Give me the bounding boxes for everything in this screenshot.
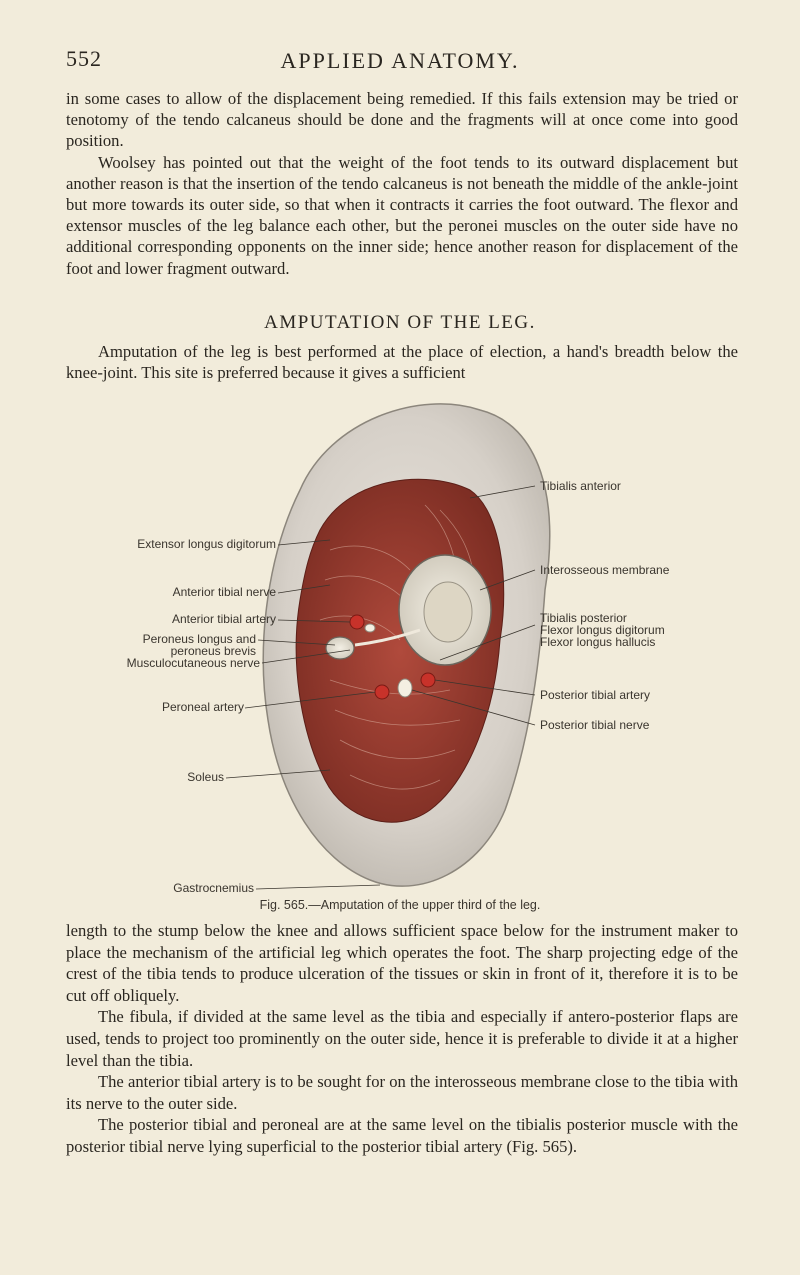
label-peroneal-artery: Peroneal artery (161, 700, 244, 714)
figure-caption: Fig. 565.—Amputation of the upper third of the leg. (259, 898, 541, 912)
body-text-bottom (66, 920, 738, 1158)
label-posterior-tibial-artery: Posterior tibial artery (540, 688, 651, 702)
paragraph: Amputation of the leg is best performed at the place of election, a hand's breadth below the knee-joint. This site is preferred because it gives a sufficient (66, 342, 738, 383)
label-soleus: Soleus (187, 770, 224, 784)
label-flexor-longus-digitorum: Flexor longus digitorum (540, 623, 665, 637)
peroneal-artery (375, 685, 389, 699)
label-peroneus-brevis: peroneus brevis (170, 644, 256, 658)
page-number: 552 (66, 46, 102, 71)
label-anterior-tibial-artery: Anterior tibial artery (171, 612, 276, 626)
section-heading: AMPUTATION OF THE LEG. (264, 312, 536, 333)
paragraph: The fibula, if divided at the same level as the tibia and especially if antero-posterior flaps are used, tends to project too prominently on the outer side, hence it is preferable to divide it at a higher level than the tibia. (66, 1007, 738, 1070)
figure-amputation-leg (0, 380, 800, 900)
label-musculocutaneous-nerve: Musculocutaneous nerve (126, 656, 260, 670)
body-text-top (66, 88, 738, 279)
label-anterior-tibial-nerve: Anterior tibial nerve (172, 585, 276, 599)
label-posterior-tibial-nerve: Posterior tibial nerve (540, 718, 650, 732)
label-peroneus-longus: Peroneus longus and (142, 632, 256, 646)
fibula-section (326, 637, 354, 659)
label-tibialis-posterior: Tibialis posterior (540, 611, 627, 625)
label-tibialis-anterior: Tibialis anterior (540, 479, 621, 493)
paragraph: in some cases to allow of the displacement being remedied. If this fails extension may be tried or tenotomy of the tendo calcaneus should be done and the fragments will at once come into good position. (66, 89, 738, 151)
paragraph: length to the stump below the knee and allows sufficient space below for the instrument maker to place the mechanism of the artificial leg which operates the foot. The sharp projecting edge of the crest of the tibia tends to produce ulceration of the tissues or skin in front of it, therefore it is to be cut off obliquely. (66, 921, 738, 1005)
running-title: APPLIED ANATOMY. (280, 48, 520, 73)
label-interosseous-membrane: Interosseous membrane (540, 563, 670, 577)
paragraph: The posterior tibial and peroneal are at the same level on the tibialis posterior muscle with the posterior tibial nerve lying superficial to the posterior tibial artery (Fig. 565). (66, 1115, 738, 1156)
label-extensor-longus-digitorum: Extensor longus digitorum (137, 537, 276, 551)
body-text-mid (66, 341, 738, 383)
label-flexor-longus-hallucis: Flexor longus hallucis (540, 635, 656, 649)
posterior-tibial-artery (421, 673, 435, 687)
label-gastrocnemius: Gastrocnemius (173, 881, 254, 895)
paragraph: Woolsey has pointed out that the weight of the foot tends to its outward displacement but another reason is that the insertion of the tendo calcaneus is not beneath the middle of the ankle-joint but more towards its outer side, so that when it contracts it carries the foot outward. The flexor and extensor muscles of the leg balance each other, but the peronei muscles on the outer side have no additional corresponding opponents on the inner side; hence another reason for displacement of the foot and lower fragment outward. (66, 152, 738, 278)
paragraph: The anterior tibial artery is to be sought for on the interosseous membrane close to the tibia with its nerve to the outer side. (66, 1072, 738, 1113)
anterior-tibial-artery (350, 615, 364, 629)
